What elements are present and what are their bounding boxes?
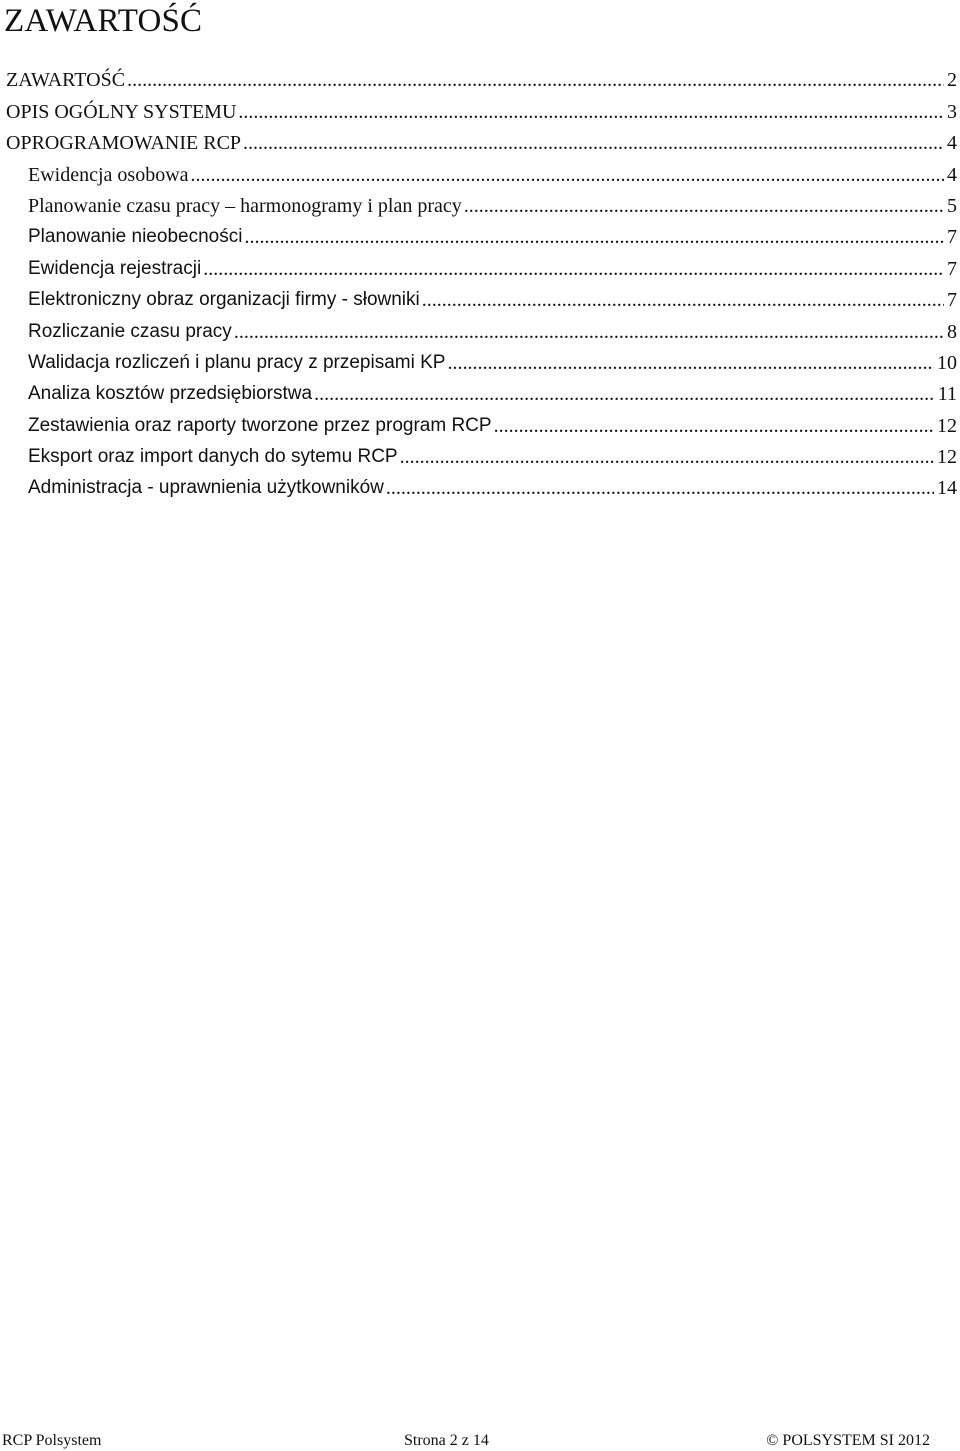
toc-entry[interactable] [0,375,960,406]
toc-entry[interactable] [0,312,960,343]
toc-entry-title: Zestawienia oraz raporty tworzone przez program RCP [28,414,492,436]
toc-entry-page: 2 [947,69,957,92]
toc-entry[interactable] [0,218,960,249]
toc-entry-page: 14 [937,477,957,500]
toc-entry-page: 5 [947,194,957,217]
toc-entry-title: Administracja - uprawnienia użytkowników [28,477,384,499]
page-title: ZAWARTOŚĆ [4,3,203,39]
toc-entry-page: 4 [947,132,957,155]
toc-entry-page: 7 [947,257,957,280]
toc-entry-title: Ewidencja rejestracji [28,257,202,279]
toc-entry[interactable] [0,469,960,500]
table-of-contents [0,61,960,500]
toc-entry-page: 10 [937,351,957,374]
toc-entry[interactable] [0,187,960,218]
footer-copyright: © POLSYSTEM SI 2012 [766,1432,930,1449]
footer-page-number: Strona 2 z 14 [404,1432,489,1449]
toc-dot-leader [127,68,944,92]
toc-dot-leader [494,414,934,438]
toc-dot-leader [422,288,944,312]
toc-entry-page: 3 [947,100,957,123]
toc-entry-page: 8 [947,320,957,343]
toc-dot-leader [314,382,935,406]
toc-dot-leader [464,194,944,218]
page-footer [0,1428,960,1448]
toc-entry-title: Analiza kosztów przedsiębiorstwa [28,383,313,405]
toc-entry-page: 11 [937,383,957,406]
toc-dot-leader [238,100,944,124]
toc-dot-leader [234,320,944,344]
toc-entry[interactable] [0,61,960,92]
toc-entry[interactable] [0,155,960,186]
toc-entry-title: Walidacja rozliczeń i planu pracy z przepisami KP [28,351,446,373]
toc-dot-leader [244,225,944,249]
footer-divider [0,1428,960,1429]
toc-entry-title: Planowanie nieobecności [28,226,243,248]
toc-entry-title: OPROGRAMOWANIE RCP [6,132,242,155]
toc-entry-title: Eksport oraz import danych do sytemu RCP [28,446,398,468]
toc-dot-leader [203,257,944,281]
toc-entry-title: Planowanie czasu pracy – harmonogramy i plan pracy [28,194,462,217]
toc-entry-title: Elektroniczny obraz organizacji firmy - słowniki [28,289,420,311]
toc-entry-page: 12 [937,414,957,437]
toc-entry[interactable] [0,438,960,469]
toc-entry[interactable] [0,249,960,280]
toc-dot-leader [447,351,934,375]
toc-entry-page: 7 [947,289,957,312]
toc-entry-page: 4 [947,163,957,186]
toc-entry-title: OPIS OGÓLNY SYSTEMU [6,100,237,123]
toc-entry-page: 12 [937,446,957,469]
toc-entry-page: 7 [947,226,957,249]
toc-entry[interactable] [0,281,960,312]
toc-dot-leader [243,131,944,155]
toc-dot-leader [400,445,934,469]
toc-entry-title: ZAWARTOŚĆ [6,69,126,92]
toc-dot-leader [386,476,934,500]
toc-entry[interactable] [0,406,960,437]
toc-entry[interactable] [0,124,960,155]
toc-dot-leader [191,163,944,187]
toc-entry-title: Ewidencja osobowa [28,163,189,186]
footer-product-name: RCP Polsystem [2,1432,102,1449]
toc-entry-title: Rozliczanie czasu pracy [28,320,232,342]
toc-entry[interactable] [0,344,960,375]
toc-entry[interactable] [0,92,960,123]
